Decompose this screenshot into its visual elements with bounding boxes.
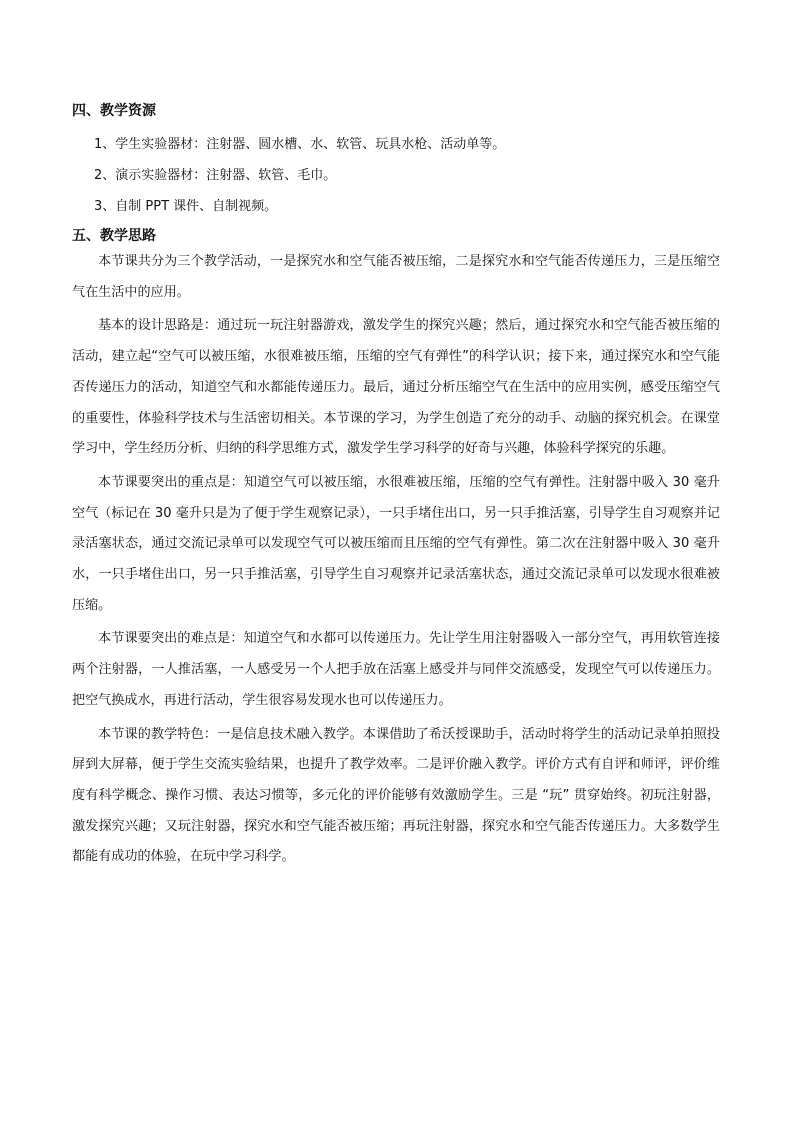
- resource-item-student-materials: 1、学生实验器材：注射器、圆水槽、水、软管、玩具水枪、活动单等。: [94, 137, 506, 152]
- paragraph-overview: 本节课共分为三个教学活动，一是探究水和空气能否被压缩，二是探究水和空气能否传递压力，三是压缩空气在生活中的应用。: [72, 254, 720, 300]
- section-heading-teaching-approach: 五、教学思路: [72, 228, 156, 244]
- resource-item-courseware: 3、自制 PPT 课件、自制视频。: [94, 199, 278, 214]
- paragraph-key-point: 本节课要突出的重点是：知道空气可以被压缩，水很难被压缩，压缩的空气有弹性。注射器中吸入 30 毫升空气（标记在 30 毫升只是为了便于学生观察记录），一只手堵住出口，另一只手推活塞，引导学生自习观察并记录活塞状态，通过交流记录单可以发现空气可以被压缩而且压缩的空气有弹性。第二次在注射器中吸入 30 毫升水，一只手堵住出口，另一只手推活塞，引导学生自习观察并记录活塞状态，通过交流记录单可以发现水很难被压缩。: [72, 474, 720, 613]
- paragraph-difficult-point: 本节课要突出的难点是：知道空气和水都可以传递压力。先让学生用注射器吸入一部分空气，再用软管连接两个注射器，一人推活塞，一人感受另一个人把手放在活塞上感受并与同伴交流感受，发现空气可以传递压力。把空气换成水，再进行活动，学生很容易发现水也可以传递压力。: [72, 631, 720, 708]
- paragraph-teaching-features: 本节课的教学特色：一是信息技术融入教学。本课借助了希沃授课助手，活动时将学生的活动记录单拍照投屏到大屏幕，便于学生交流实验结果，也提升了教学效率。二是评价融入教学。评价方式有自评和师评，评价维度有科学概念、操作习惯、表达习惯等，多元化的评价能够有效激励学生。三是 “玩” 贯穿始终。初玩注射器，激发探究兴趣；又玩注射器，探究水和空气能否被压缩；再玩注射器，探究水和空气能否传递压力。大多数学生都能有成功的体验，在玩中学习科学。: [72, 726, 720, 865]
- document-body: [72, 100, 720, 873]
- section-heading-teaching-resources: 四、教学资源: [72, 103, 156, 119]
- paragraph-design-approach: 基本的设计思路是：通过玩一玩注射器游戏，激发学生的探究兴趣；然后，通过探究水和空气能否被压缩的活动，建立起“空气可以被压缩，水很难被压缩，压缩的空气有弹性”的科学认识；接下来，通过探究水和空气能否传递压力的活动，知道空气和水都能传递压力。最后，通过分析压缩空气在生活中的应用实例，感受压缩空气的重要性，体验科学技术与生活密切相关。本节课的学习，为学生创造了充分的动手、动脑的探究机会。在课堂学习中，学生经历分析、归纳的科学思维方式，激发学生学习科学的好奇与兴趣，体验科学探究的乐趣。: [72, 318, 720, 457]
- resource-item-demo-materials: 2、演示实验器材：注射器、软管、毛巾。: [94, 168, 337, 183]
